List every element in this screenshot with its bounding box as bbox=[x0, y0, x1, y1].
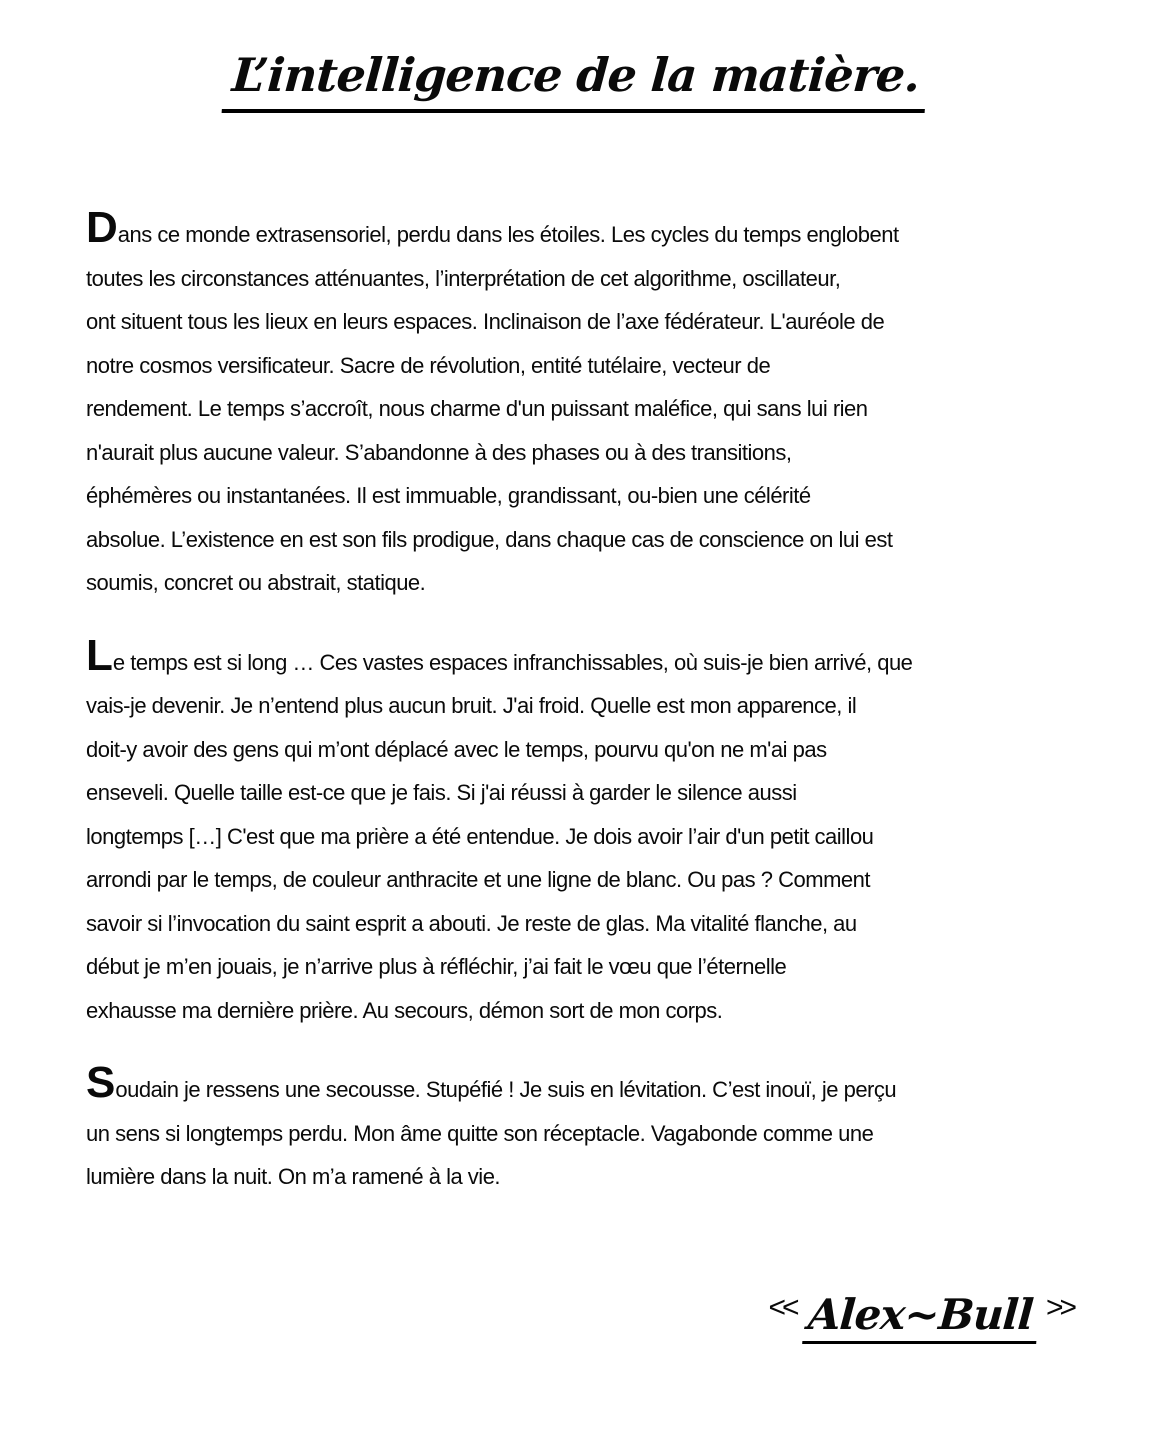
text-line: n'aurait plus aucune valeur. S’abandonne à des phases ou à des transitions, bbox=[86, 439, 792, 465]
page-title: L’intelligence de la matière. bbox=[222, 44, 930, 113]
text-line: longtemps […] C'est que ma prière a été entendue. Je dois avoir l’air d'un petit caillou bbox=[86, 823, 874, 849]
text-line: toutes les circonstances atténuantes, l’interprétation de cet algorithme, oscillateur, bbox=[86, 265, 841, 291]
drop-cap-initial: S bbox=[86, 1058, 116, 1108]
text-line: exhausse ma dernière prière. Au secours, démon sort de mon corps. bbox=[86, 997, 723, 1023]
text-line: vais-je devenir. Je n’entend plus aucun bruit. J'ai froid. Quelle est mon apparence, il bbox=[86, 693, 857, 719]
text-line: soumis, concret ou abstrait, statique. bbox=[86, 570, 426, 596]
drop-cap-initial: D bbox=[86, 203, 118, 253]
text-line: enseveli. Quelle taille est-ce que je fais. Si j'ai réussi à garder le silence aussi bbox=[86, 780, 797, 806]
paragraph-3 bbox=[86, 1058, 1076, 1199]
text-line-content: e temps est si long … Ces vastes espaces infranchissables, où suis-je bien arrivé, que bbox=[112, 649, 913, 675]
text-line bbox=[86, 1058, 1076, 1112]
text-line bbox=[86, 203, 1076, 257]
text-line-content: oudain je ressens une secousse. Stupéfié ! Je suis en lévitation. C’est inouï, je perçu bbox=[115, 1077, 897, 1103]
signature-left-chevrons: << bbox=[768, 1290, 796, 1324]
text-line: rendement. Le temps s’accroît, nous charme d'un puissant maléfice, qui sans lui rien bbox=[86, 396, 868, 422]
drop-cap-initial: L bbox=[86, 630, 113, 680]
signature bbox=[0, 1291, 1151, 1344]
document-body bbox=[86, 203, 1076, 1199]
text-line: ont situent tous les lieux en leurs espaces. Inclinaison de l’axe fédérateur. L'auréole de bbox=[86, 309, 885, 335]
text-line: lumière dans la nuit. On m’a ramené à la vie. bbox=[86, 1164, 501, 1190]
text-line-content: ans ce monde extrasensoriel, perdu dans les étoiles. Les cycles du temps englobent bbox=[117, 222, 899, 248]
text-line: notre cosmos versificateur. Sacre de révolution, entité tutélaire, vecteur de bbox=[86, 352, 771, 378]
text-line: savoir si l’invocation du saint esprit a abouti. Je reste de glas. Ma vitalité flanche, au bbox=[86, 910, 857, 936]
text-line: absolue. L’existence en est son fils prodigue, dans chaque cas de conscience on lui est bbox=[86, 526, 893, 552]
signature-right-chevrons: >> bbox=[1045, 1290, 1073, 1324]
text-line: arrondi par le temps, de couleur anthracite et une ligne de blanc. Ou pas ? Comment bbox=[86, 867, 870, 893]
paragraph-1 bbox=[86, 203, 1076, 605]
paragraph-2 bbox=[86, 630, 1076, 1033]
text-line: doit-y avoir des gens qui m’ont déplacé avec le temps, pourvu qu'on ne m'ai pas bbox=[86, 736, 827, 762]
title-area bbox=[0, 44, 1151, 113]
text-line: éphémères ou instantanées. Il est immuable, grandissant, ou-bien une célérité bbox=[86, 483, 811, 509]
text-line bbox=[86, 630, 1076, 685]
text-line: début je m’en jouais, je n’arrive plus à réfléchir, j’ai fait le vœu que l’éternelle bbox=[86, 954, 787, 980]
text-line: un sens si longtemps perdu. Mon âme quitte son réceptacle. Vagabonde comme une bbox=[86, 1120, 874, 1146]
signature-name: Alex~Bull bbox=[802, 1291, 1040, 1344]
